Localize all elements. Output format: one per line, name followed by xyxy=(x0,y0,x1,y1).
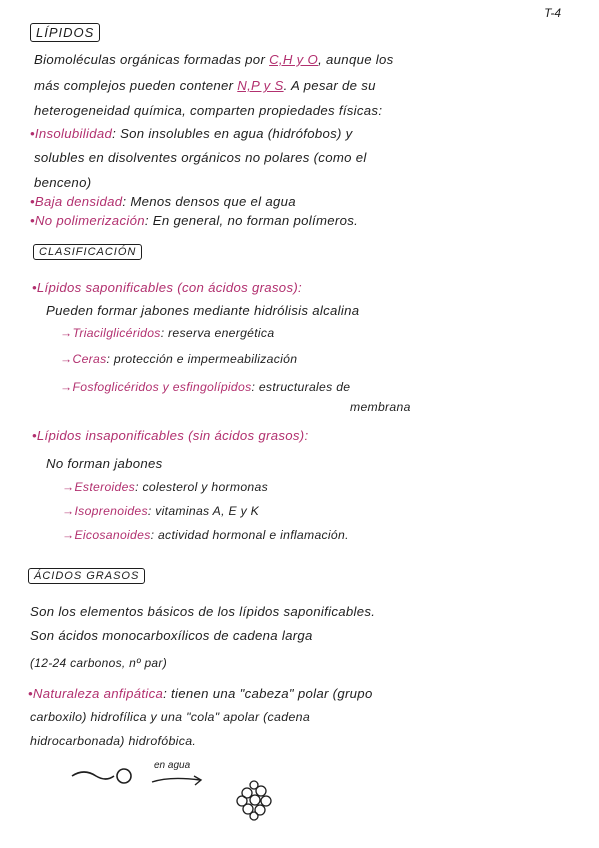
fatty-acid-doodle xyxy=(70,762,140,792)
insaponificables-desc: No forman jabones xyxy=(46,456,163,471)
anfipatica-line-3: hidrocarbonada) hidrofóbica. xyxy=(30,734,197,748)
intro-line-3: heterogeneidad química, comparten propiedades físicas: xyxy=(34,103,383,118)
acidos-line-3: (12-24 carbonos, nº par) xyxy=(30,656,167,670)
sap-item-fosfogliceridos: →Fosfoglicéridos y esfingolípidos: estructurales de xyxy=(60,380,351,394)
saponificables-heading: •Lípidos saponificables (con ácidos grasos): xyxy=(32,280,302,295)
prop-insolubilidad: •Insolubilidad: Son insolubles en agua (hidrófobos) y xyxy=(30,126,353,141)
insap-item-eicosanoides: →Eicosanoides: actividad hormonal e inflamación. xyxy=(62,528,349,542)
anfipatica-line-2: carboxilo) hidrofílica y una "cola" apolar (cadena xyxy=(30,710,311,724)
saponificables-desc: Pueden formar jabones mediante hidrólisis alcalina xyxy=(46,303,360,318)
micelle-doodle xyxy=(232,779,278,821)
sap-item-fosfogliceridos-cont: membrana xyxy=(350,400,411,414)
section-title-acidos-grasos: ÁCIDOS GRASOS xyxy=(28,568,145,584)
intro-line-1: Biomoléculas orgánicas formadas por C,H y O, aunque los xyxy=(34,52,394,67)
section-title-clasificacion: CLASIFICACIÓN xyxy=(33,244,142,260)
insap-item-isoprenoides: →Isoprenoides: vitaminas A, E y K xyxy=(62,504,260,518)
insaponificables-heading: •Lípidos insaponificables (sin ácidos grasos): xyxy=(32,428,309,443)
prop-insolubilidad-cont-1: solubles en disolventes orgánicos no polares (como el xyxy=(34,150,367,165)
doodle-label: en agua xyxy=(154,760,191,771)
acidos-line-2: Son ácidos monocarboxílicos de cadena larga xyxy=(30,628,313,643)
sap-item-triacilgliceridos: →Triacilglicéridos: reserva energética xyxy=(60,326,275,340)
anfipatica-line-1: •Naturaleza anfipática: tienen una "cabeza" polar (grupo xyxy=(28,686,373,701)
arrow-doodle xyxy=(150,774,206,788)
prop-no-polimerizacion: •No polimerización: En general, no forman polímeros. xyxy=(30,213,359,228)
prop-baja-densidad: •Baja densidad: Menos densos que el agua xyxy=(30,194,296,209)
intro-line-2: más complejos pueden contener N,P y S. A pesar de su xyxy=(34,78,376,93)
acidos-line-1: Son los elementos básicos de los lípidos saponificables. xyxy=(30,604,376,619)
section-title-lipidos: LÍPIDOS xyxy=(30,23,100,42)
page-label: T-4 xyxy=(544,6,561,20)
sap-item-ceras: →Ceras: protección e impermeabilización xyxy=(60,352,298,366)
insap-item-esteroides: →Esteroides: colesterol y hormonas xyxy=(62,480,268,494)
prop-insolubilidad-cont-2: benceno) xyxy=(34,175,92,190)
